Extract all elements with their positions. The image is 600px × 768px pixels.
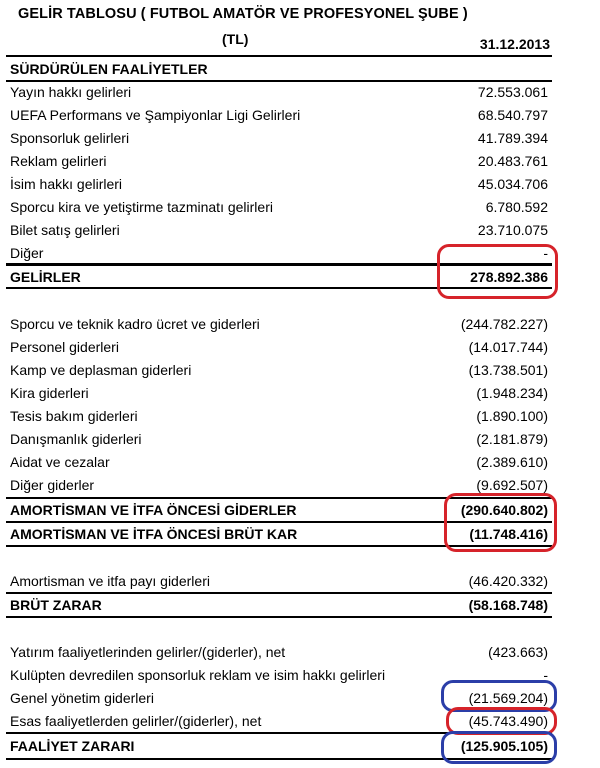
table-row bbox=[10, 641, 548, 663]
table-row bbox=[10, 336, 548, 358]
row-label: Sporcu ve teknik kadro ücret ve giderleri bbox=[10, 316, 260, 332]
row-value: (58.168.748) bbox=[468, 597, 548, 613]
row-label: AMORTİSMAN VE İTFA ÖNCESİ BRÜT KAR bbox=[10, 526, 298, 542]
row-value: (2.181.879) bbox=[476, 431, 548, 447]
row-label: Genel yönetim giderleri bbox=[10, 690, 154, 706]
table-row bbox=[10, 359, 548, 381]
row-label: Sponsorluk gelirleri bbox=[10, 130, 130, 146]
row-label: UEFA Performans ve Şampiyonlar Ligi Gelirleri bbox=[10, 107, 301, 123]
row-label: BRÜT ZARAR bbox=[10, 597, 102, 613]
row-value: (9.692.507) bbox=[476, 477, 548, 493]
row-value: 41.789.394 bbox=[477, 130, 548, 146]
table-row bbox=[10, 81, 548, 103]
gross-loss-row bbox=[10, 594, 548, 616]
row-value: 278.892.386 bbox=[470, 269, 548, 285]
row-label: Sporcu kira ve yetiştirme tazminatı gelirleri bbox=[10, 199, 273, 215]
row-label: Reklam gelirleri bbox=[10, 153, 107, 169]
row-value: (14.017.744) bbox=[468, 339, 548, 355]
row-label: İsim hakkı gelirleri bbox=[10, 176, 123, 192]
depreciation-row bbox=[10, 570, 548, 592]
row-value: - bbox=[543, 245, 548, 261]
row-label: Diğer bbox=[10, 245, 44, 261]
row-value: (45.743.490) bbox=[468, 713, 548, 729]
table-row bbox=[10, 405, 548, 427]
table-row bbox=[10, 428, 548, 450]
table-row bbox=[10, 313, 548, 335]
row-label: Personel giderleri bbox=[10, 339, 119, 355]
row-label: Esas faaliyetlerden gelirler/(giderler), net bbox=[10, 713, 262, 729]
statement-date: 31.12.2013 bbox=[479, 36, 550, 52]
row-value: - bbox=[543, 667, 548, 683]
row-value: 68.540.797 bbox=[477, 107, 548, 123]
row-value: (21.569.204) bbox=[468, 690, 548, 706]
row-value: (1.890.100) bbox=[476, 408, 548, 424]
row-value: (11.748.416) bbox=[469, 526, 548, 542]
table-row bbox=[10, 382, 548, 404]
row-label: AMORTİSMAN VE İTFA ÖNCESİ GİDERLER bbox=[10, 502, 297, 518]
row-value: 23.710.075 bbox=[477, 222, 548, 238]
statement-title: GELİR TABLOSU ( FUTBOL AMATÖR VE PROFESYONEL ŞUBE ) bbox=[18, 6, 468, 22]
row-label: Tesis bakım giderleri bbox=[10, 408, 138, 424]
row-value: 6.780.592 bbox=[485, 199, 548, 215]
row-label: Danışmanlık giderleri bbox=[10, 431, 142, 447]
highlight-circle-expense-total bbox=[444, 493, 557, 552]
row-label: Yayın hakkı gelirleri bbox=[10, 84, 132, 100]
row-value: 20.483.761 bbox=[477, 153, 548, 169]
row-value: (244.782.227) bbox=[460, 316, 548, 332]
row-value: (2.389.610) bbox=[476, 454, 548, 470]
divider bbox=[6, 616, 552, 618]
currency-unit: (TL) bbox=[222, 31, 249, 47]
row-value: (13.738.501) bbox=[468, 362, 548, 378]
highlight-circle-revenue-total bbox=[437, 244, 558, 299]
row-label: Amortisman ve itfa payı giderleri bbox=[10, 573, 210, 589]
section-title: SÜRDÜRÜLEN FAALİYETLER bbox=[10, 61, 208, 77]
table-row bbox=[10, 451, 548, 473]
table-row bbox=[10, 104, 548, 126]
row-label: Bilet satış gelirleri bbox=[10, 222, 120, 238]
table-row bbox=[10, 173, 548, 195]
row-label: Kamp ve deplasman giderleri bbox=[10, 362, 192, 378]
table-row bbox=[10, 196, 548, 218]
row-label: Aidat ve cezalar bbox=[10, 454, 110, 470]
row-label: GELİRLER bbox=[10, 269, 81, 285]
row-label: Kira giderleri bbox=[10, 385, 89, 401]
highlight-circle-operating-loss bbox=[441, 731, 557, 764]
divider bbox=[6, 55, 552, 57]
row-value: (1.948.234) bbox=[476, 385, 548, 401]
section-title-row bbox=[10, 58, 548, 80]
table-row bbox=[10, 219, 548, 241]
row-value: 45.034.706 bbox=[477, 176, 548, 192]
row-label: Yatırım faaliyetlerinden gelirler/(giderler), net bbox=[10, 644, 286, 660]
row-value: (125.905.105) bbox=[460, 738, 548, 754]
row-value: 72.553.061 bbox=[477, 84, 548, 100]
table-row bbox=[10, 150, 548, 172]
table-row bbox=[10, 127, 548, 149]
row-label: Kulüpten devredilen sponsorluk reklam ve isim hakkı gelirleri bbox=[10, 667, 386, 683]
row-label: Diğer giderler bbox=[10, 477, 95, 493]
row-value: (46.420.332) bbox=[468, 573, 548, 589]
row-label: FAALİYET ZARARI bbox=[10, 738, 135, 754]
row-value: (423.663) bbox=[488, 644, 548, 660]
row-value: (290.640.802) bbox=[460, 502, 548, 518]
